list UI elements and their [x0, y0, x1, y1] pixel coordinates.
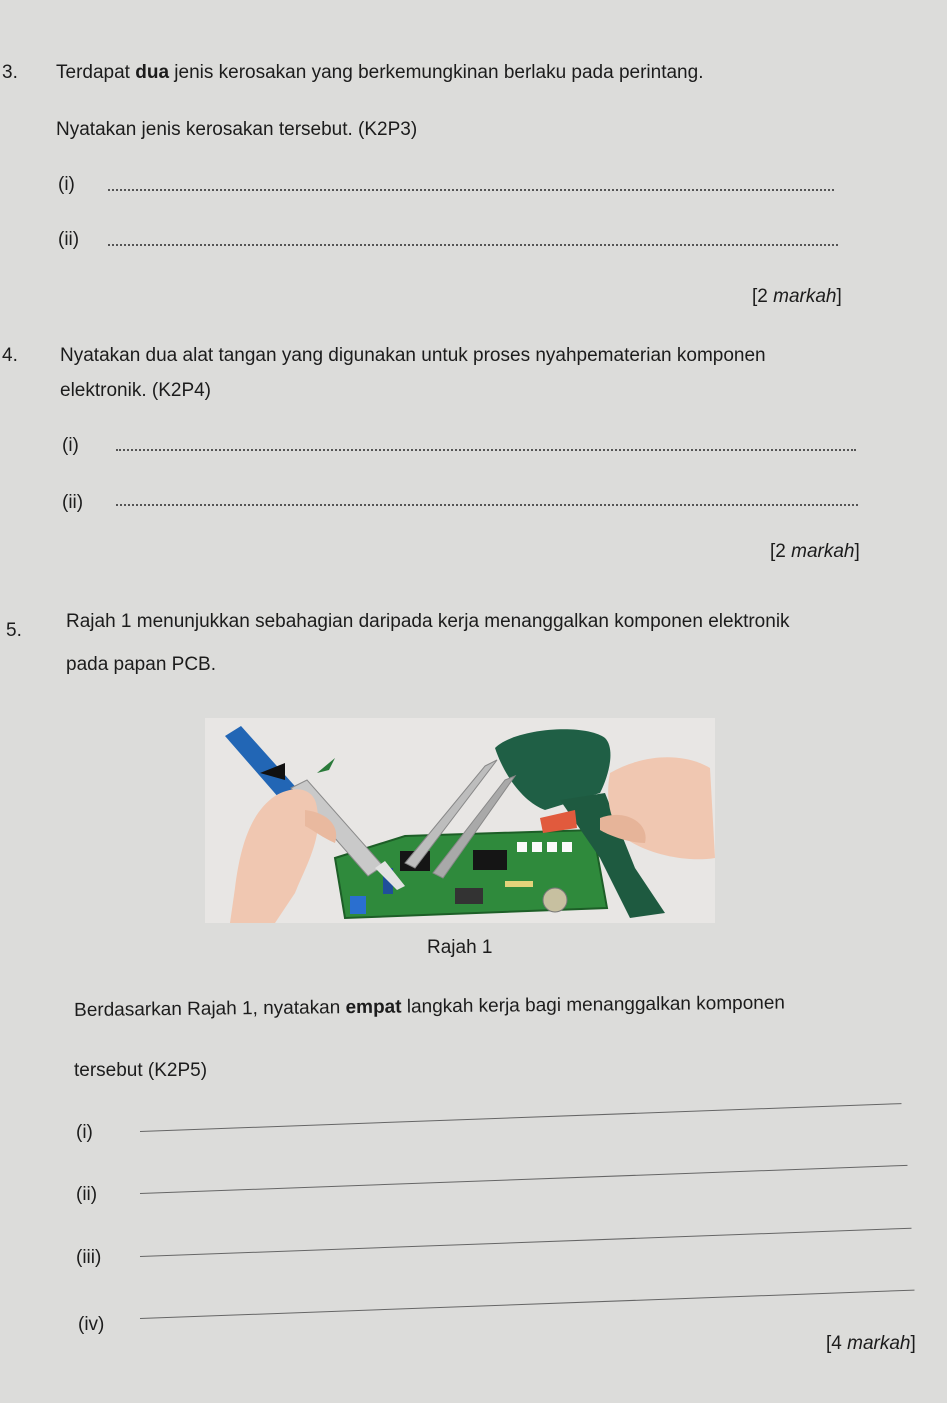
q5-marks: [4 markah] — [826, 1333, 916, 1354]
q5-answer-line-iii[interactable] — [140, 1228, 912, 1257]
q5-line1: Rajah 1 menunjukkan sebahagian daripada kerja menanggalkan komponen elektronik — [66, 611, 790, 632]
q4-answer-line-ii[interactable] — [116, 504, 858, 506]
q5-instruction-line2: tersebut (K2P5) — [74, 1060, 208, 1081]
q3-number: 3. — [2, 62, 18, 83]
q4-number: 4. — [2, 345, 18, 366]
q5-answer-line-i[interactable] — [140, 1103, 902, 1132]
q5-instruction-pre: Berdasarkan Rajah 1, nyatakan — [74, 997, 346, 1021]
q5-item-ii-label: (ii) — [76, 1184, 98, 1205]
q3-answer-line-ii[interactable] — [108, 244, 838, 246]
q5-item-i-label: (i) — [76, 1122, 93, 1143]
q3-text-post: jenis kerosakan yang berkemungkinan berlaku pada perintang. — [169, 62, 704, 83]
q5-number: 5. — [6, 620, 22, 641]
q4-item-i-label: (i) — [62, 435, 79, 456]
desoldering-illustration-icon — [205, 718, 715, 923]
q4-line1: Nyatakan dua alat tangan yang digunakan untuk proses nyahpematerian komponen — [60, 345, 766, 366]
q4-line2: elektronik. (K2P4) — [60, 380, 212, 401]
q5-answer-line-iv[interactable] — [140, 1290, 915, 1319]
q5-item-iv-label: (iv) — [78, 1314, 105, 1335]
q3-marks: [2 markah] — [752, 286, 842, 307]
figure-caption: Rajah 1 — [427, 937, 493, 958]
q5-instruction-post: langkah kerja bagi menanggalkan komponen — [401, 992, 786, 1018]
q3-text — [56, 62, 703, 84]
q3-answer-line-i[interactable] — [108, 189, 834, 191]
q5-line2: pada papan PCB. — [66, 654, 217, 675]
q5-instruction — [74, 993, 785, 1022]
q5-item-iii-label: (iii) — [76, 1247, 102, 1268]
q4-item-ii-label: (ii) — [62, 492, 84, 513]
q4-answer-line-i[interactable] — [116, 449, 856, 451]
q5-instruction-bold: empat — [345, 996, 402, 1019]
q4-marks: [2 markah] — [770, 541, 860, 562]
q3-instruction: Nyatakan jenis kerosakan tersebut. (K2P3) — [56, 119, 418, 140]
q5-answer-line-ii[interactable] — [140, 1165, 908, 1194]
q3-item-i-label: (i) — [58, 174, 75, 195]
q3-text-pre: Terdapat — [56, 62, 136, 83]
q3-text-bold: dua — [135, 62, 170, 83]
desoldering-figure — [205, 718, 715, 923]
q3-item-ii-label: (ii) — [58, 229, 80, 250]
